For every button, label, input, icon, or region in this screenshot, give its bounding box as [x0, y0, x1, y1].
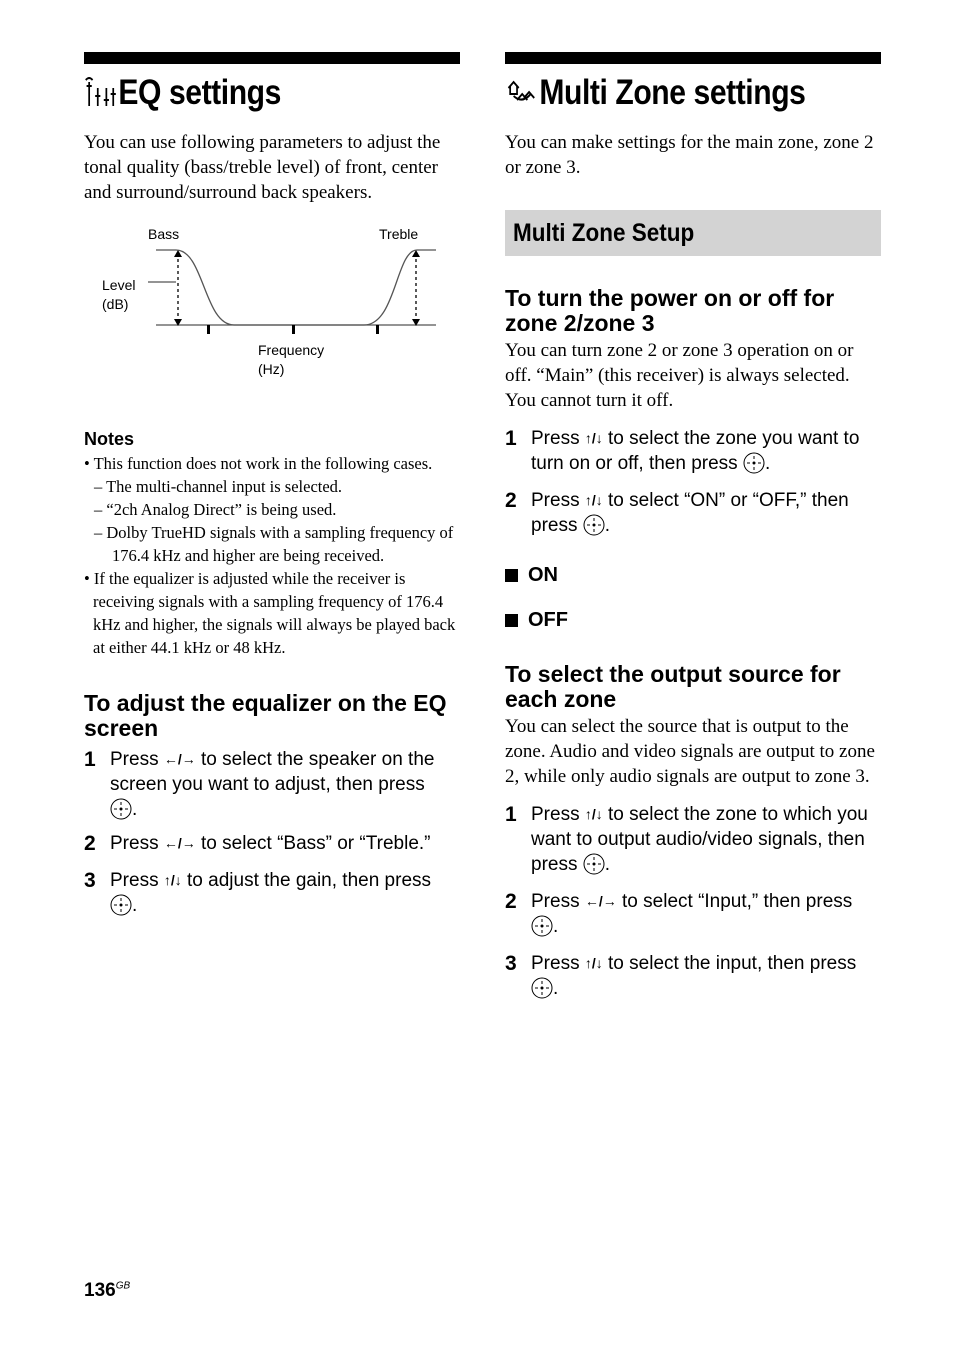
option-label: OFF [528, 609, 568, 631]
zone-power-heading: To turn the power on or off for zone 2/zone 3 [505, 285, 835, 336]
step-item: 3 Press ↑/↓ to adjust the gain, then press . [84, 869, 432, 916]
page-number [84, 1280, 130, 1302]
step-text: Press [110, 870, 164, 891]
banner-text: Multi Zone Setup [513, 218, 695, 247]
enter-button-icon [110, 894, 132, 916]
step-number: 3 [84, 869, 96, 892]
zone-power-body: You can turn zone 2 or zone 3 operation on or off. “Main” (this receiver) is always selected. You cannot turn it off. [505, 340, 854, 411]
enter-button-icon [531, 977, 553, 999]
notes-list [84, 452, 460, 659]
step-text: to select “ON” or “OFF,” then press [531, 490, 849, 536]
eq-intro: You can use following parameters to adjust the tonal quality (bass/treble level) of front, center and surround/surround back speakers. [84, 132, 441, 203]
step-item [84, 831, 460, 856]
step-number: 2 [505, 890, 517, 913]
graph-treble-label: Treble [379, 226, 419, 242]
step-number: 1 [505, 427, 517, 450]
enter-button-icon [531, 915, 553, 937]
left-right-arrow-icon: ←/→ [163, 835, 196, 851]
eq-title-text: EQ settings [118, 73, 281, 112]
output-source-heading: To select the output source for each zone [505, 661, 841, 712]
step-item: 2 Press ←/→ to select “Input,” then press . [505, 890, 853, 937]
option-label: ON [528, 564, 558, 586]
step-number: 2 [505, 489, 517, 512]
section-top-bar [84, 52, 460, 64]
graph-bass-label: Bass [148, 226, 180, 242]
step-text: to select “Input,” then press [616, 891, 853, 912]
step-item: 1 Press ↑/↓ to select the zone you want to turn on or off, then press . [505, 427, 860, 474]
left-right-arrow-icon: ←/→ [584, 893, 617, 909]
page-title-multizone [505, 70, 828, 116]
step-text: Press [531, 891, 585, 912]
multizone-intro: You can make settings for the main zone, zone 2 or zone 3. [505, 132, 874, 178]
enter-button-icon [110, 798, 132, 820]
notes-heading: Notes [84, 429, 135, 449]
step-text: Press [531, 953, 585, 974]
graph-level-unit: (dB) [102, 296, 129, 312]
step-text: to select the zone to which you want to output audio/video signals, then press [531, 804, 868, 875]
step-item: 3 Press ↑/↓ to select the input, then press . [505, 952, 857, 999]
output-source-body: You can select the source that is output to the zone. Audio and video signals are output to zone 2, while only audio signals are output to zone 3. [505, 716, 875, 787]
up-down-arrow-icon: ↑/↓ [584, 955, 603, 971]
step-number: 2 [84, 832, 96, 855]
step-text: to select the input, then press [602, 953, 857, 974]
step-text: Press [110, 749, 164, 770]
page-title-eq [84, 70, 407, 116]
option-on [505, 564, 881, 587]
left-column [84, 52, 460, 918]
step-text: Press [110, 833, 164, 854]
square-bullet-icon [505, 614, 518, 627]
step-item: 2 Press ↑/↓ to select “ON” or “OFF,” then press . [505, 489, 849, 536]
page-number-suffix: GB [115, 1280, 131, 1292]
step-item: 1 Press ↑/↓ to select the zone to which you want to output audio/video signals, then press . [505, 803, 868, 875]
eq-graph [84, 215, 460, 415]
up-down-arrow-icon: ↑/↓ [584, 430, 603, 446]
multi-zone-icon [505, 74, 538, 112]
step-text: Press [531, 490, 585, 511]
up-down-arrow-icon: ↑/↓ [584, 806, 603, 822]
step-number: 1 [505, 803, 517, 826]
multi-zone-setup-banner [505, 210, 881, 256]
step-text: to select “Bass” or “Treble.” [195, 833, 431, 854]
enter-button-icon [583, 853, 605, 875]
square-bullet-icon [505, 569, 518, 582]
step-number: 3 [505, 952, 517, 975]
eq-section-heading: To adjust the equalizer on the EQ screen [84, 690, 447, 741]
step-text: Press [531, 428, 585, 449]
graph-level-label: Level [102, 277, 136, 293]
note-subitem: – Dolby TrueHD signals with a sampling frequency of 176.4 kHz and higher are being received. [94, 523, 454, 565]
note-item: • If the equalizer is adjusted while the receiver is receiving signals with a sampling frequency of 176.4 kHz and higher, the signals will always be played back at either 44.1 kHz or 48 kHz. [84, 569, 456, 657]
note-subitem: – The multi-channel input is selected. [94, 477, 343, 496]
step-text: Press [531, 804, 585, 825]
eq-icon [84, 74, 117, 112]
eq-curve [84, 215, 460, 415]
section-top-bar [505, 52, 881, 64]
page-number-text: 136 [84, 1280, 116, 1301]
right-column [505, 52, 881, 1001]
graph-frequency-label: Frequency [258, 342, 325, 358]
up-down-arrow-icon: ↑/↓ [584, 492, 603, 508]
note-subitem: – “2ch Analog Direct” is being used. [94, 500, 337, 519]
step-text: to select the zone you want to turn on or off, then press [531, 428, 860, 474]
multizone-title-text: Multi Zone settings [539, 73, 806, 112]
step-text: to adjust the gain, then press [181, 870, 432, 891]
step-text: to select the speaker on the screen you want to adjust, then press [110, 749, 435, 795]
option-off [505, 609, 881, 632]
enter-button-icon [743, 452, 765, 474]
graph-frequency-unit: (Hz) [258, 361, 285, 377]
enter-button-icon [583, 514, 605, 536]
left-right-arrow-icon: ←/→ [163, 751, 196, 767]
step-item: 1 Press ←/→ to select the speaker on the screen you want to adjust, then press . [84, 748, 435, 820]
note-item: • This function does not work in the following cases. [84, 454, 433, 473]
step-number: 1 [84, 748, 96, 771]
up-down-arrow-icon: ↑/↓ [163, 872, 182, 888]
